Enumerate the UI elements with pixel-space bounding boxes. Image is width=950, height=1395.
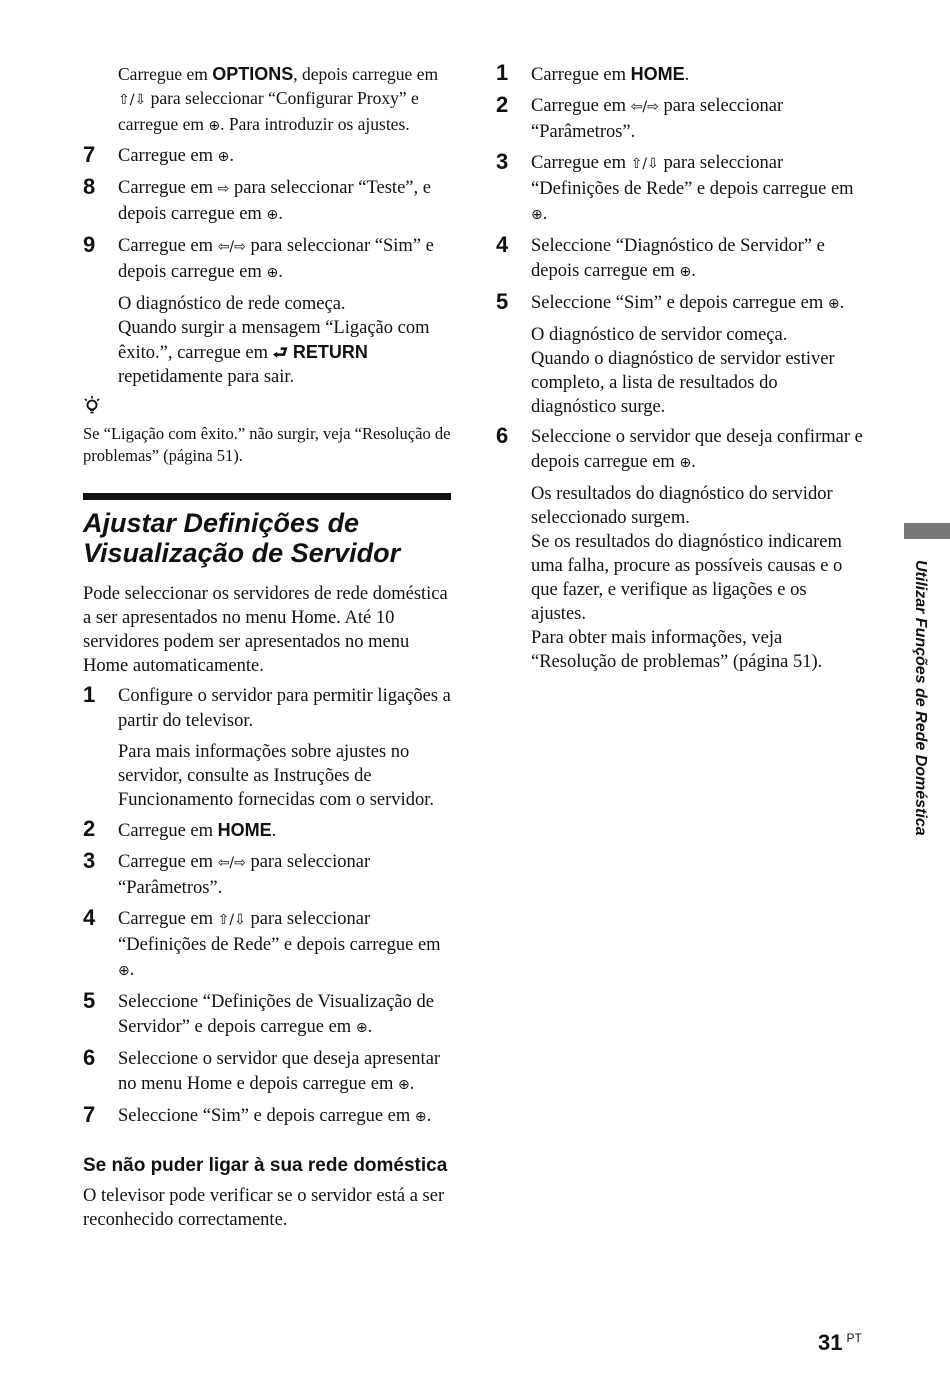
page-language: PT [846,1331,862,1345]
up-down-arrow-icon: ⇧/⇩ [118,92,147,108]
up-down-arrow-icon: ⇧/⇩ [630,156,659,172]
left-right-arrow-icon: ⇦/⇨ [217,855,246,871]
tip-text: Se “Ligação com êxito.” não surgir, veja “Resolução de problemas” (página 51). [83,424,451,465]
right-step-4: 4 Seleccione “Diagnóstico de Servidor” e depois carregue em ⊕. [496,232,825,281]
return-key-label: RETURN [287,342,368,362]
left-column [83,62,455,1238]
step-8: 8 Carregue em ⇨ para seleccionar “Teste”, e depois carregue em ⊕. [83,174,431,224]
step-7: 7 Carregue em ⊕. [83,142,235,167]
right-step-5-note: O diagnóstico de servidor começa. Quando o diagnóstico de servidor estiver completo, a lista de resultados do diagnóstico surge. [531,325,835,417]
step-9-note: O diagnóstico de rede começa. Quando surgir a mensagem “Ligação com êxito.”, carregue em ⮐ RETURN repetidamente para sair. [118,294,430,387]
tip-icon-row [83,395,455,421]
section-step-1: 1 Configure o servidor para permitir ligações a partir do televisor. [83,682,451,731]
right-step-5: 5 Seleccione “Sim” e depois carregue em ⊕. [496,289,845,314]
section-step-6: 6 Seleccione o servidor que deseja apresentar no menu Home e depois carregue em ⊕. [83,1045,441,1094]
side-tab-marker [904,523,950,539]
section-step-2: 2 Carregue em HOME. [83,816,277,841]
right-step-6: 6 Seleccione o servidor que deseja confirmar e depois carregue em ⊕. [496,423,863,472]
section-step-1-note: Para mais informações sobre ajustes no servidor, consulte as Instruções de Funcionamento fornecidas com o servidor. [118,742,434,810]
home-key-label: HOME [630,64,685,84]
subheading: Se não puder ligar à sua rede doméstica [83,1155,448,1176]
section-step-3: 3 Carregue em ⇦/⇨ para seleccionar “Parâmetros”. [83,848,371,898]
lightbulb-icon [83,400,101,420]
step-9: 9 Carregue em ⇦/⇨ para seleccionar “Sim” e depois carregue em ⊕. [83,232,434,282]
home-key-label: HOME [217,820,272,840]
left-right-arrow-icon: ⇦/⇨ [217,239,246,255]
intro-paragraph: Carregue em OPTIONS, depois carregue em ⇧/⇩ para seleccionar “Configurar Proxy” e carregue em ⊕. Para introduzir os ajustes. [118,64,439,134]
right-step-2: 2 Carregue em ⇦/⇨ para seleccionar “Parâmetros”. [496,92,784,142]
enter-button-icon: ⊕ [414,1109,427,1125]
enter-button-icon: ⊕ [118,963,130,979]
enter-button-icon: ⊕ [679,455,692,471]
section-step-4: 4 Carregue em ⇧/⇩ para seleccionar “Definições de Rede” e depois carregue em ⊕. [83,905,441,980]
enter-button-icon: ⊕ [397,1077,410,1093]
subheading-paragraph: O televisor pode verificar se o servidor está a ser reconhecido correctamente. [83,1186,445,1230]
section-divider [83,493,451,500]
enter-button-icon: ⊕ [208,118,221,134]
return-icon: ⮐ [272,343,288,363]
section-step-7: 7 Seleccione “Sim” e depois carregue em ⊕. [83,1102,432,1127]
up-down-arrow-icon: ⇧/⇩ [217,912,246,928]
right-step-6-note: Os resultados do diagnóstico do servidor seleccionado surgem. Se os resultados do diagnóstico indicarem uma falha, procure as possíveis causas e o que fazer, e verifique as ligações e os ajustes. Para obter mais informações, veja “Resolução de problemas” (página 51). [531,484,843,672]
section-title: Ajustar Definições de Visualização de Servidor [83,508,401,568]
right-column [496,62,866,680]
enter-button-icon: ⊕ [827,296,840,312]
enter-button-icon: ⊕ [355,1020,368,1036]
section-step-5: 5 Seleccione “Definições de Visualização de Servidor” e depois carregue em ⊕. [83,988,434,1037]
right-step-1: 1 Carregue em HOME. [496,60,690,85]
section-intro: Pode seleccionar os servidores de rede doméstica a ser apresentados no menu Home. Até 10 servidores podem ser apresentados no menu Home automaticamente. [83,584,448,676]
side-tab-label: Utilizar Funções de Rede Doméstica [912,560,929,836]
enter-button-icon: ⊕ [679,264,692,280]
enter-button-icon: ⊕ [531,207,543,223]
left-right-arrow-icon: ⇦/⇨ [630,99,659,115]
enter-button-icon: ⊕ [266,265,279,281]
enter-button-icon: ⊕ [266,207,279,223]
options-key-label: OPTIONS [212,64,294,84]
page-number: 31 $^{PT}$ [818,1330,862,1355]
enter-button-icon: ⊕ [217,149,230,165]
right-arrow-icon: ⇨ [217,181,230,197]
right-step-3: 3 Carregue em ⇧/⇩ para seleccionar “Definições de Rede” e depois carregue em ⊕. [496,149,854,224]
